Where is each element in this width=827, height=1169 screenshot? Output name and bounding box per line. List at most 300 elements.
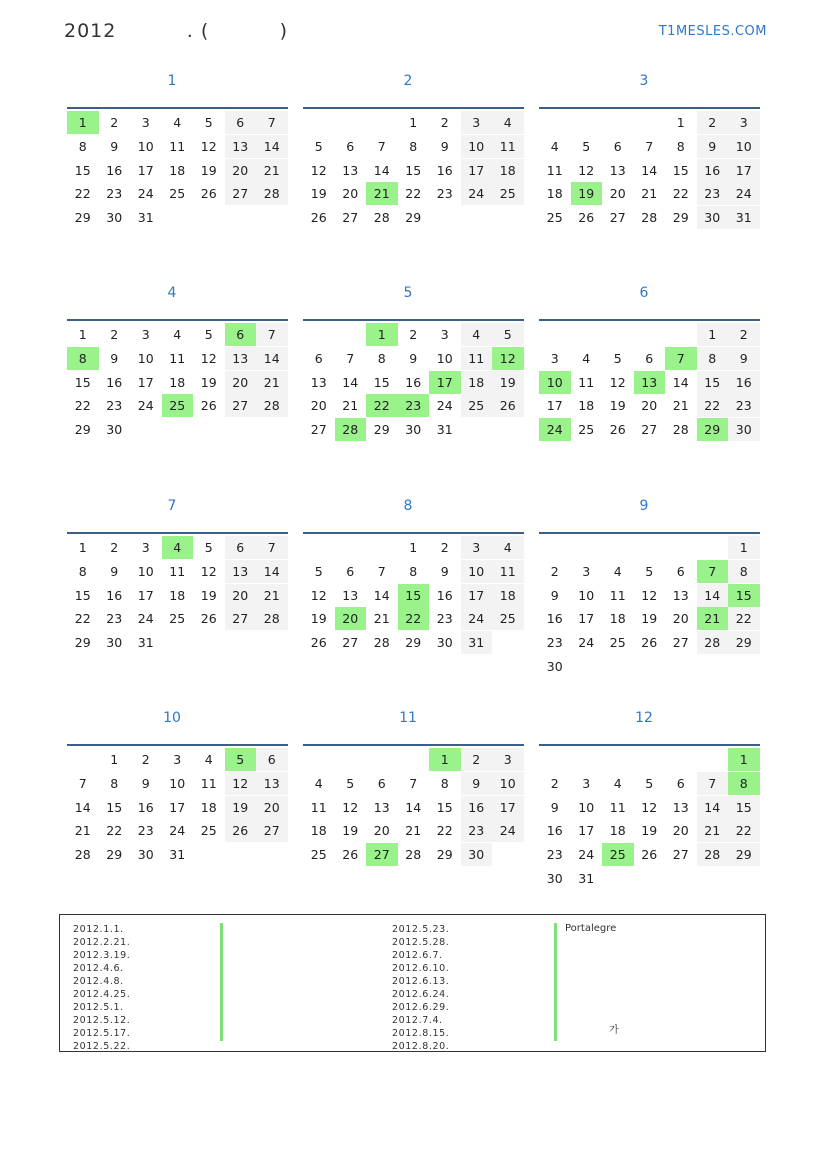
day-cell: 5 (314, 563, 323, 579)
day-cell: 24 (137, 398, 154, 414)
day-cell: 24 (436, 398, 453, 414)
day-cell: 27 (225, 607, 257, 630)
day-cell: 25 (492, 182, 524, 205)
day-cell: 13 (225, 560, 257, 583)
day-cell: 14 (256, 347, 288, 370)
day-cell: 16 (405, 374, 422, 390)
day-cell: 28 (697, 631, 729, 654)
day-cell: 21 (256, 584, 288, 607)
day-cell: 11 (578, 374, 595, 390)
day-cell: 18 (546, 186, 563, 202)
day-cell: 19 (200, 587, 217, 603)
month-divider (539, 107, 760, 109)
holiday-date: 2012.6.24. (392, 989, 450, 1000)
holiday-day-cell: 15 (728, 584, 760, 607)
day-cell: 4 (173, 115, 182, 130)
day-cell: 3 (141, 540, 150, 555)
day-cell: 3 (440, 327, 449, 342)
holiday-day-cell: 20 (335, 607, 367, 630)
holiday-date: 2012.7.4. (392, 1015, 443, 1026)
day-cell: 5 (314, 138, 323, 154)
holiday-date: 2012.6.10. (392, 963, 450, 974)
month-label: 8 (403, 498, 413, 514)
day-cell: 9 (461, 772, 493, 795)
day-cell: 7 (697, 772, 729, 795)
day-cell: 18 (578, 398, 595, 414)
day-cell: 21 (342, 398, 359, 414)
day-cell: 2 (697, 111, 729, 134)
day-cell: 28 (373, 635, 390, 651)
day-cell: 19 (609, 398, 626, 414)
day-cell: 18 (609, 823, 626, 839)
day-cell: 3 (728, 111, 760, 134)
day-cell: 16 (436, 587, 453, 603)
day-cell: 7 (645, 138, 654, 154)
day-cell: 14 (74, 799, 91, 815)
green-divider (554, 923, 557, 1041)
day-cell: 8 (110, 775, 119, 791)
day-cell: 9 (440, 138, 449, 154)
day-cell: 17 (546, 398, 563, 414)
day-cell: 19 (310, 611, 327, 627)
day-cell: 1 (110, 752, 119, 767)
day-cell: 26 (310, 210, 327, 226)
day-cell: 22 (74, 398, 91, 414)
day-cell: 31 (436, 422, 453, 438)
month-divider (67, 107, 288, 109)
day-cell: 13 (256, 772, 288, 795)
holiday-day-cell: 15 (398, 584, 430, 607)
month-divider (67, 532, 288, 534)
holiday-day-cell: 25 (162, 394, 194, 417)
holiday-day-cell: 6 (225, 323, 257, 346)
day-cell: 14 (256, 135, 288, 158)
day-cell: 20 (310, 398, 327, 414)
month-label: 11 (399, 710, 417, 726)
day-cell: 12 (310, 587, 327, 603)
day-cell: 18 (461, 371, 493, 394)
day-cell: 8 (676, 138, 685, 154)
day-cell: 6 (256, 748, 288, 771)
day-cell: 16 (546, 823, 563, 839)
holiday-day-cell: 5 (225, 748, 257, 771)
holiday-date-list-1 (73, 923, 130, 1053)
day-cell: 5 (582, 138, 591, 154)
day-cell: 29 (672, 210, 689, 226)
day-cell: 21 (697, 819, 729, 842)
day-cell: 6 (645, 350, 654, 366)
month-label: 2 (403, 73, 413, 89)
day-cell: 20 (225, 584, 257, 607)
day-cell: 16 (697, 159, 729, 182)
holiday-day-cell: 13 (634, 371, 666, 394)
holiday-date: 2012.3.19. (73, 950, 131, 961)
day-cell: 11 (310, 799, 327, 815)
month-divider (303, 744, 524, 746)
day-cell: 6 (676, 563, 685, 579)
green-divider (220, 923, 223, 1041)
day-cell: 20 (641, 398, 658, 414)
day-cell: 9 (440, 563, 449, 579)
day-cell: 17 (578, 823, 595, 839)
holiday-day-cell: 1 (728, 748, 760, 771)
site-logo[interactable]: T1MESLES.COM (658, 24, 767, 39)
day-cell: 9 (728, 347, 760, 370)
day-cell: 23 (137, 823, 154, 839)
day-cell: 19 (641, 611, 658, 627)
day-cell: 29 (728, 843, 760, 866)
day-cell: 31 (728, 206, 760, 229)
day-cell: 13 (342, 587, 359, 603)
month-divider (539, 744, 760, 746)
day-cell: 17 (578, 611, 595, 627)
month-divider (67, 744, 288, 746)
day-cell: 7 (346, 350, 355, 366)
day-cell: 24 (137, 186, 154, 202)
day-cell: 15 (672, 162, 689, 178)
day-cell: 2 (110, 540, 119, 555)
holiday-date: 2012.5.17. (73, 1028, 131, 1039)
holiday-date: 2012.6.13. (392, 976, 450, 987)
holiday-date: 2012.6.29. (392, 1002, 450, 1013)
day-cell: 19 (200, 374, 217, 390)
day-cell: 12 (200, 563, 217, 579)
day-cell: 21 (256, 371, 288, 394)
day-cell: 12 (310, 162, 327, 178)
day-cell: 20 (373, 823, 390, 839)
day-cell: 26 (342, 847, 359, 863)
day-cell: 1 (409, 540, 418, 555)
holiday-day-cell: 19 (571, 182, 603, 205)
day-cell: 8 (377, 350, 386, 366)
month-label: 5 (403, 285, 413, 301)
holiday-day-cell: 1 (366, 323, 398, 346)
day-cell: 30 (697, 206, 729, 229)
day-cell: 27 (225, 182, 257, 205)
day-cell: 23 (728, 394, 760, 417)
month-divider (303, 532, 524, 534)
day-cell: 23 (436, 186, 453, 202)
day-cell: 18 (492, 159, 524, 182)
day-cell: 29 (74, 210, 91, 226)
day-cell: 16 (137, 799, 154, 815)
day-cell: 5 (492, 323, 524, 346)
day-cell: 11 (492, 560, 524, 583)
month-label: 10 (163, 710, 181, 726)
day-cell: 30 (106, 210, 123, 226)
day-cell: 3 (141, 327, 150, 342)
day-cell: 22 (728, 607, 760, 630)
holiday-date: 2012.4.6. (73, 963, 124, 974)
day-cell: 15 (436, 799, 453, 815)
day-cell: 23 (106, 186, 123, 202)
day-cell: 4 (492, 111, 524, 134)
day-cell: 27 (225, 394, 257, 417)
day-cell: 21 (74, 823, 91, 839)
day-cell: 4 (314, 775, 323, 791)
day-cell: 1 (409, 115, 418, 130)
holiday-day-cell: 22 (398, 607, 430, 630)
day-cell: 26 (492, 394, 524, 417)
day-cell: 23 (697, 182, 729, 205)
notes-location: Portalegre (565, 923, 617, 934)
day-cell: 3 (582, 563, 591, 579)
day-cell: 18 (492, 584, 524, 607)
day-cell: 11 (492, 135, 524, 158)
day-cell: 22 (74, 186, 91, 202)
page-title: 2012 . ( ) (64, 20, 289, 42)
day-cell: 1 (78, 327, 87, 342)
day-cell: 18 (609, 611, 626, 627)
day-cell: 3 (492, 748, 524, 771)
day-cell: 22 (436, 823, 453, 839)
day-cell: 7 (256, 111, 288, 134)
day-cell: 13 (672, 587, 689, 603)
day-cell: 26 (225, 819, 257, 842)
day-cell: 19 (492, 371, 524, 394)
day-cell: 12 (200, 138, 217, 154)
day-cell: 3 (461, 111, 493, 134)
day-cell: 4 (492, 536, 524, 559)
day-cell: 20 (342, 186, 359, 202)
day-cell: 2 (440, 115, 449, 130)
day-cell: 20 (609, 186, 626, 202)
day-cell: 27 (342, 635, 359, 651)
day-cell: 1 (728, 536, 760, 559)
day-cell: 27 (256, 819, 288, 842)
day-cell: 5 (346, 775, 355, 791)
day-cell: 30 (461, 843, 493, 866)
day-cell: 12 (225, 772, 257, 795)
day-cell: 9 (697, 135, 729, 158)
day-cell: 18 (200, 799, 217, 815)
day-cell: 9 (409, 350, 418, 366)
day-cell: 30 (137, 847, 154, 863)
day-cell: 14 (641, 162, 658, 178)
day-cell: 6 (346, 563, 355, 579)
holiday-day-cell: 1 (429, 748, 461, 771)
day-cell: 15 (405, 162, 422, 178)
day-cell: 21 (373, 611, 390, 627)
day-cell: 20 (672, 611, 689, 627)
notes-text: 가 (609, 1025, 619, 1036)
day-cell: 9 (550, 799, 559, 815)
day-cell: 13 (672, 799, 689, 815)
month-divider (539, 319, 760, 321)
day-cell: 6 (225, 111, 257, 134)
day-cell: 28 (697, 843, 729, 866)
day-cell: 4 (173, 327, 182, 342)
day-cell: 14 (405, 799, 422, 815)
day-cell: 31 (169, 847, 186, 863)
day-cell: 16 (106, 162, 123, 178)
day-cell: 4 (461, 323, 493, 346)
day-cell: 19 (310, 186, 327, 202)
day-cell: 26 (641, 635, 658, 651)
day-cell: 24 (461, 607, 493, 630)
day-cell: 16 (546, 611, 563, 627)
day-cell: 1 (697, 323, 729, 346)
day-cell: 27 (310, 422, 327, 438)
day-cell: 17 (728, 159, 760, 182)
holiday-day-cell: 8 (67, 347, 99, 370)
day-cell: 5 (204, 115, 213, 130)
day-cell: 13 (342, 162, 359, 178)
day-cell: 25 (200, 823, 217, 839)
holiday-date: 2012.5.28. (392, 937, 450, 948)
holiday-day-cell: 7 (665, 347, 697, 370)
day-cell: 17 (169, 799, 186, 815)
day-cell: 20 (256, 796, 288, 819)
day-cell: 3 (173, 752, 182, 767)
day-cell: 14 (672, 374, 689, 390)
month-label: 12 (635, 710, 653, 726)
day-cell: 25 (578, 422, 595, 438)
day-cell: 27 (641, 422, 658, 438)
day-cell: 15 (74, 374, 91, 390)
day-cell: 5 (204, 327, 213, 342)
day-cell: 19 (342, 823, 359, 839)
holiday-date: 2012.4.8. (73, 976, 124, 987)
day-cell: 25 (492, 607, 524, 630)
day-cell: 26 (578, 210, 595, 226)
day-cell: 29 (728, 631, 760, 654)
day-cell: 15 (373, 374, 390, 390)
day-cell: 24 (461, 182, 493, 205)
day-cell: 3 (461, 536, 493, 559)
day-cell: 30 (546, 659, 563, 674)
day-cell: 19 (641, 823, 658, 839)
holiday-day-cell: 21 (366, 182, 398, 205)
day-cell: 9 (550, 587, 559, 603)
day-cell: 28 (256, 182, 288, 205)
day-cell: 24 (728, 182, 760, 205)
day-cell: 26 (200, 398, 217, 414)
day-cell: 8 (78, 138, 87, 154)
day-cell: 23 (436, 611, 453, 627)
holiday-date: 2012.8.15. (392, 1028, 450, 1039)
day-cell: 4 (613, 775, 622, 791)
holiday-day-cell: 28 (335, 418, 367, 441)
day-cell: 6 (676, 775, 685, 791)
day-cell: 13 (225, 347, 257, 370)
day-cell: 22 (672, 186, 689, 202)
day-cell: 8 (409, 563, 418, 579)
month-divider (303, 107, 524, 109)
day-cell: 18 (169, 162, 186, 178)
day-cell: 25 (546, 210, 563, 226)
day-cell: 7 (377, 563, 386, 579)
holiday-notes (59, 914, 766, 1052)
day-cell: 17 (461, 159, 493, 182)
day-cell: 20 (225, 159, 257, 182)
day-cell: 14 (697, 796, 729, 819)
day-cell: 14 (697, 584, 729, 607)
day-cell: 10 (461, 560, 493, 583)
day-cell: 14 (342, 374, 359, 390)
day-cell: 8 (409, 138, 418, 154)
day-cell: 12 (578, 162, 595, 178)
day-cell: 4 (550, 138, 559, 154)
day-cell: 16 (106, 587, 123, 603)
month-divider (303, 319, 524, 321)
day-cell: 16 (728, 371, 760, 394)
day-cell: 31 (137, 635, 154, 651)
day-cell: 21 (405, 823, 422, 839)
day-cell: 6 (346, 138, 355, 154)
day-cell: 8 (78, 563, 87, 579)
month-divider (67, 319, 288, 321)
day-cell: 2 (728, 323, 760, 346)
day-cell: 25 (169, 611, 186, 627)
day-cell: 24 (578, 847, 595, 863)
day-cell: 12 (641, 799, 658, 815)
day-cell: 29 (405, 210, 422, 226)
day-cell: 10 (578, 587, 595, 603)
holiday-date-list-2 (392, 923, 449, 1053)
day-cell: 10 (461, 135, 493, 158)
day-cell: 9 (110, 138, 119, 154)
day-cell: 18 (169, 587, 186, 603)
day-cell: 5 (613, 350, 622, 366)
day-cell: 10 (137, 138, 154, 154)
day-cell: 28 (256, 394, 288, 417)
day-cell: 10 (137, 350, 154, 366)
day-cell: 19 (200, 162, 217, 178)
day-cell: 27 (342, 210, 359, 226)
day-cell: 22 (405, 186, 422, 202)
day-cell: 10 (137, 563, 154, 579)
day-cell: 20 (225, 371, 257, 394)
day-cell: 27 (609, 210, 626, 226)
day-cell: 19 (225, 796, 257, 819)
day-cell: 17 (137, 162, 154, 178)
day-cell: 13 (373, 799, 390, 815)
day-cell: 21 (256, 159, 288, 182)
day-cell: 23 (546, 635, 563, 651)
day-cell: 22 (697, 394, 729, 417)
day-cell: 7 (377, 138, 386, 154)
month-label: 1 (167, 73, 177, 89)
day-cell: 24 (492, 819, 524, 842)
day-cell: 6 (613, 138, 622, 154)
day-cell: 14 (373, 162, 390, 178)
day-cell: 11 (609, 799, 626, 815)
day-cell: 29 (373, 422, 390, 438)
month-label: 3 (639, 73, 649, 89)
day-cell: 21 (641, 186, 658, 202)
day-cell: 7 (78, 775, 87, 791)
day-cell: 27 (672, 635, 689, 651)
day-cell: 30 (546, 871, 563, 886)
day-cell: 27 (672, 847, 689, 863)
holiday-day-cell: 1 (67, 111, 99, 134)
holiday-date: 2012.5.22. (73, 1041, 131, 1052)
day-cell: 7 (409, 775, 418, 791)
holiday-date: 2012.8.20. (392, 1041, 450, 1052)
day-cell: 4 (204, 752, 213, 767)
day-cell: 2 (110, 327, 119, 342)
day-cell: 29 (405, 635, 422, 651)
holiday-day-cell: 12 (492, 347, 524, 370)
holiday-day-cell: 29 (697, 418, 729, 441)
day-cell: 3 (141, 115, 150, 130)
day-cell: 2 (440, 540, 449, 555)
day-cell: 9 (141, 775, 150, 791)
day-cell: 9 (110, 350, 119, 366)
day-cell: 29 (74, 635, 91, 651)
day-cell: 25 (169, 186, 186, 202)
